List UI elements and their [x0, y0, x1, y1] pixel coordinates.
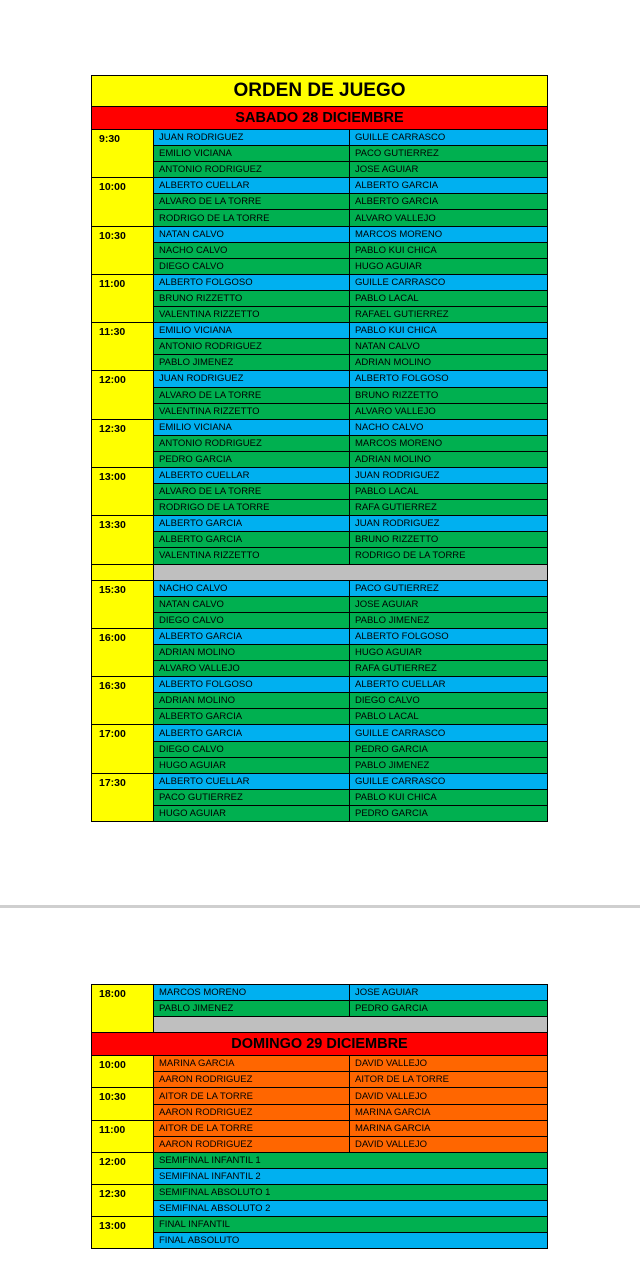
player-2: PABLO LACAL — [355, 292, 419, 304]
player-1: DIEGO CALVO — [154, 259, 350, 274]
player-2: JUAN RODRIGUEZ — [355, 470, 440, 482]
time-block — [92, 371, 547, 419]
time-slot-label: 16:30 — [92, 677, 154, 724]
player-2: MARINA GARCIA — [355, 1106, 431, 1118]
time-block — [92, 1217, 547, 1248]
time-block — [92, 178, 547, 226]
match-row — [154, 806, 547, 821]
player-2: BRUNO RIZZETTO — [355, 389, 439, 401]
time-block — [92, 227, 547, 275]
player-1: RODRIGO DE LA TORRE — [154, 210, 350, 225]
player-2 — [349, 565, 547, 580]
match-row — [154, 323, 547, 339]
time-block — [92, 677, 547, 725]
match-row — [154, 677, 547, 693]
match-row — [154, 210, 547, 225]
time-slot-label: 11:00 — [92, 1121, 154, 1152]
player-2: JUAN RODRIGUEZ — [355, 518, 440, 530]
time-slot-label: 12:00 — [92, 371, 154, 418]
time-block — [92, 1088, 547, 1120]
player-2: PEDRO GARCIA — [355, 807, 428, 819]
match-row — [154, 645, 547, 661]
player-2: DAVID VALLEJO — [355, 1058, 427, 1070]
match-label: SEMIFINAL INFANTIL 2 — [159, 1170, 261, 1182]
player-2: JOSE AGUIAR — [355, 987, 419, 999]
time-slot-label: 11:30 — [92, 323, 154, 370]
player-2: ADRIAN MOLINO — [355, 357, 432, 369]
time-block — [92, 1153, 547, 1185]
player-1: HUGO AGUIAR — [154, 758, 350, 773]
match-row — [154, 1056, 547, 1072]
match-row — [154, 243, 547, 259]
match-row — [154, 1217, 547, 1233]
time-slot-label: 10:00 — [92, 178, 154, 225]
match-row — [154, 742, 547, 758]
match-row — [154, 1121, 547, 1137]
match-row — [154, 613, 547, 628]
player-2: JOSE AGUIAR — [355, 598, 419, 610]
player-2: PEDRO GARCIA — [355, 743, 428, 755]
player-1: AITOR DE LA TORRE — [154, 1121, 350, 1136]
time-slot-label: 9:30 — [92, 130, 154, 177]
time-block — [92, 323, 547, 371]
time-slot-label: 13:30 — [92, 516, 154, 563]
player-2: ALBERTO FOLGOSO — [355, 373, 449, 385]
player-1: PEDRO GARCIA — [154, 452, 350, 467]
match-row — [154, 725, 547, 741]
player-1: PACO GUTIERREZ — [154, 790, 350, 805]
time-block — [92, 1056, 547, 1088]
player-1: ADRIAN MOLINO — [154, 645, 350, 660]
player-2: PABLO JIMENEZ — [355, 614, 430, 626]
player-1: ALBERTO CUELLAR — [154, 178, 350, 193]
match-row — [154, 227, 547, 243]
time-slot-label: 13:00 — [92, 468, 154, 515]
time-block — [92, 985, 547, 1032]
player-1: ANTONIO RODRIGUEZ — [154, 339, 350, 354]
schedule-sheet-page-2 — [91, 984, 548, 1249]
player-2: GUILLE CARRASCO — [355, 132, 446, 144]
player-1: NACHO CALVO — [154, 581, 350, 596]
time-block — [92, 420, 547, 468]
match-row — [154, 484, 547, 500]
player-1: AARON RODRIGUEZ — [154, 1105, 350, 1120]
player-1: AITOR DE LA TORRE — [154, 1088, 350, 1103]
player-1: ALBERTO CUELLAR — [154, 774, 350, 789]
player-1: EMILIO VICIANA — [154, 146, 350, 161]
player-1: ALVARO VALLEJO — [154, 661, 350, 676]
player-2: ALBERTO FOLGOSO — [355, 630, 449, 642]
match-row — [154, 371, 547, 387]
player-2 — [349, 1017, 547, 1032]
player-2: ALBERTO GARCIA — [355, 196, 439, 208]
player-2: DIEGO CALVO — [355, 695, 420, 707]
player-1: ALBERTO FOLGOSO — [154, 677, 350, 692]
player-1: ALBERTO GARCIA — [154, 532, 350, 547]
match-row — [154, 388, 547, 404]
player-2: PACO GUTIERREZ — [355, 582, 439, 594]
match-row — [154, 130, 547, 146]
time-slot-label: 15:30 — [92, 581, 154, 628]
match-row — [154, 597, 547, 613]
player-2: PABLO LACAL — [355, 711, 419, 723]
player-2: MARCOS MORENO — [355, 437, 443, 449]
player-2: ADRIAN MOLINO — [355, 453, 432, 465]
player-2: ALBERTO CUELLAR — [355, 679, 446, 691]
player-2: RAFA GUTIERREZ — [355, 502, 437, 514]
player-2: NATAN CALVO — [355, 341, 420, 353]
match-row — [154, 693, 547, 709]
player-2: ALVARO VALLEJO — [355, 405, 436, 417]
match-row — [154, 661, 547, 676]
time-slot-label — [92, 565, 154, 580]
player-1: BRUNO RIZZETTO — [154, 291, 350, 306]
day-header-saturday: SABADO 28 DICIEMBRE — [92, 107, 547, 130]
player-1: ALVARO DE LA TORRE — [154, 484, 350, 499]
match-row — [154, 146, 547, 162]
time-slot-label: 18:00 — [92, 985, 154, 1032]
player-2: MARCOS MORENO — [355, 228, 443, 240]
time-slot-label: 12:30 — [92, 1185, 154, 1216]
player-1: NATAN CALVO — [154, 227, 350, 242]
time-slot-label: 17:00 — [92, 725, 154, 772]
player-1 — [154, 1017, 349, 1032]
time-block — [92, 130, 547, 178]
match-row — [154, 404, 547, 419]
player-1: PABLO JIMENEZ — [154, 355, 350, 370]
time-slot-label: 10:00 — [92, 1056, 154, 1087]
match-row — [154, 420, 547, 436]
time-block — [92, 1185, 547, 1217]
player-1: JUAN RODRIGUEZ — [154, 130, 350, 145]
match-row — [154, 1001, 547, 1017]
time-slot-label: 11:00 — [92, 275, 154, 322]
match-label: SEMIFINAL ABSOLUTO 1 — [159, 1187, 271, 1199]
sunday-schedule — [92, 1056, 547, 1248]
player-2: PACO GUTIERREZ — [355, 148, 439, 160]
time-block — [92, 629, 547, 677]
player-2: PABLO LACAL — [355, 486, 419, 498]
match-row — [154, 259, 547, 274]
player-1: EMILIO VICIANA — [154, 420, 350, 435]
player-2: AITOR DE LA TORRE — [355, 1074, 449, 1086]
player-1: NACHO CALVO — [154, 243, 350, 258]
match-row — [154, 468, 547, 484]
player-2: PABLO KUI CHICA — [355, 791, 437, 803]
player-1: AARON RODRIGUEZ — [154, 1137, 350, 1152]
player-2: GUILLE CARRASCO — [355, 775, 446, 787]
match-row — [154, 291, 547, 307]
match-row — [154, 355, 547, 370]
time-slot-label: 12:30 — [92, 420, 154, 467]
player-1: ADRIAN MOLINO — [154, 693, 350, 708]
match-row — [154, 452, 547, 467]
player-2: HUGO AGUIAR — [355, 647, 423, 659]
match-row — [154, 1201, 547, 1216]
player-1: RODRIGO DE LA TORRE — [154, 500, 350, 515]
match-label: FINAL ABSOLUTO — [159, 1235, 240, 1247]
player-2: JOSE AGUIAR — [355, 164, 419, 176]
match-row — [154, 162, 547, 177]
match-row — [154, 516, 547, 532]
time-block — [92, 516, 547, 564]
player-1: EMILIO VICIANA — [154, 323, 350, 338]
player-1: NATAN CALVO — [154, 597, 350, 612]
player-1: HUGO AGUIAR — [154, 806, 350, 821]
match-row — [154, 307, 547, 322]
match-row — [154, 275, 547, 291]
match-row — [154, 548, 547, 563]
schedule-sheet-page-1 — [91, 75, 548, 822]
player-2: DAVID VALLEJO — [355, 1090, 427, 1102]
match-row — [154, 194, 547, 210]
match-row — [154, 1185, 547, 1201]
match-row — [154, 1169, 547, 1184]
player-1: DIEGO CALVO — [154, 742, 350, 757]
player-1: ALBERTO GARCIA — [154, 709, 350, 724]
player-1: ALBERTO FOLGOSO — [154, 275, 350, 290]
time-block — [92, 774, 547, 821]
match-row — [154, 709, 547, 724]
player-1: ALBERTO GARCIA — [154, 629, 350, 644]
player-2: GUILLE CARRASCO — [355, 727, 446, 739]
match-row — [154, 985, 547, 1001]
player-2: RODRIGO DE LA TORRE — [355, 550, 466, 562]
player-1: MARCOS MORENO — [154, 985, 350, 1000]
player-2: ALBERTO GARCIA — [355, 180, 439, 192]
player-1: JUAN RODRIGUEZ — [154, 371, 350, 386]
page-divider — [0, 905, 640, 908]
match-row — [154, 774, 547, 790]
match-row — [154, 581, 547, 597]
player-1: ALVARO DE LA TORRE — [154, 194, 350, 209]
time-slot-label: 10:30 — [92, 1088, 154, 1119]
player-2: RAFA GUTIERREZ — [355, 663, 437, 675]
match-row — [154, 1137, 547, 1152]
time-block — [92, 725, 547, 773]
player-1 — [154, 565, 349, 580]
player-2: ALVARO VALLEJO — [355, 212, 436, 224]
time-slot-label: 10:30 — [92, 227, 154, 274]
match-row — [154, 339, 547, 355]
match-row — [154, 758, 547, 773]
player-2: RAFAEL GUTIERREZ — [355, 309, 449, 321]
player-1: ALBERTO GARCIA — [154, 516, 350, 531]
match-row — [154, 1105, 547, 1120]
player-1: PABLO JIMENEZ — [154, 1001, 350, 1016]
time-slot-label: 13:00 — [92, 1217, 154, 1248]
player-1: DIEGO CALVO — [154, 613, 350, 628]
player-1: MARINA GARCIA — [154, 1056, 350, 1071]
match-label: SEMIFINAL INFANTIL 1 — [159, 1154, 261, 1166]
match-row — [154, 629, 547, 645]
match-row — [154, 1088, 547, 1104]
player-1: ANTONIO RODRIGUEZ — [154, 162, 350, 177]
player-1: VALENTINA RIZZETTO — [154, 548, 350, 563]
player-1: VALENTINA RIZZETTO — [154, 404, 350, 419]
match-row — [154, 790, 547, 806]
player-2: PABLO KUI CHICA — [355, 325, 437, 337]
schedule-title: ORDEN DE JUEGO — [92, 76, 547, 107]
saturday-schedule — [92, 130, 547, 821]
player-2: NACHO CALVO — [355, 421, 424, 433]
player-2: GUILLE CARRASCO — [355, 276, 446, 288]
time-block — [92, 565, 547, 581]
time-slot-label: 12:00 — [92, 1153, 154, 1184]
match-row — [154, 1153, 547, 1169]
player-1: ALBERTO CUELLAR — [154, 468, 350, 483]
player-1: ANTONIO RODRIGUEZ — [154, 436, 350, 451]
match-row — [154, 1072, 547, 1087]
match-row — [154, 500, 547, 515]
match-label: FINAL INFANTIL — [159, 1219, 230, 1231]
player-1: ALVARO DE LA TORRE — [154, 388, 350, 403]
time-block — [92, 468, 547, 516]
player-1: VALENTINA RIZZETTO — [154, 307, 350, 322]
player-2: DAVID VALLEJO — [355, 1138, 427, 1150]
time-block — [92, 581, 547, 629]
match-row — [154, 436, 547, 452]
match-row — [154, 532, 547, 548]
break-row — [154, 565, 547, 580]
time-block — [92, 1121, 547, 1153]
match-row — [154, 1017, 547, 1032]
time-slot-label: 17:30 — [92, 774, 154, 821]
player-2: PABLO KUI CHICA — [355, 244, 437, 256]
time-slot-label: 16:00 — [92, 629, 154, 676]
player-2: HUGO AGUIAR — [355, 260, 423, 272]
player-1: ALBERTO GARCIA — [154, 725, 350, 740]
day-header-sunday: DOMINGO 29 DICIEMBRE — [92, 1032, 547, 1056]
player-1: AARON RODRIGUEZ — [154, 1072, 350, 1087]
player-2: PEDRO GARCIA — [355, 1003, 428, 1015]
time-block — [92, 275, 547, 323]
player-2: PABLO JIMENEZ — [355, 759, 430, 771]
player-2: BRUNO RIZZETTO — [355, 534, 439, 546]
match-label: SEMIFINAL ABSOLUTO 2 — [159, 1203, 271, 1215]
match-row — [154, 178, 547, 194]
saturday-schedule-continued — [92, 985, 547, 1032]
player-2: MARINA GARCIA — [355, 1122, 431, 1134]
match-row — [154, 1233, 547, 1248]
